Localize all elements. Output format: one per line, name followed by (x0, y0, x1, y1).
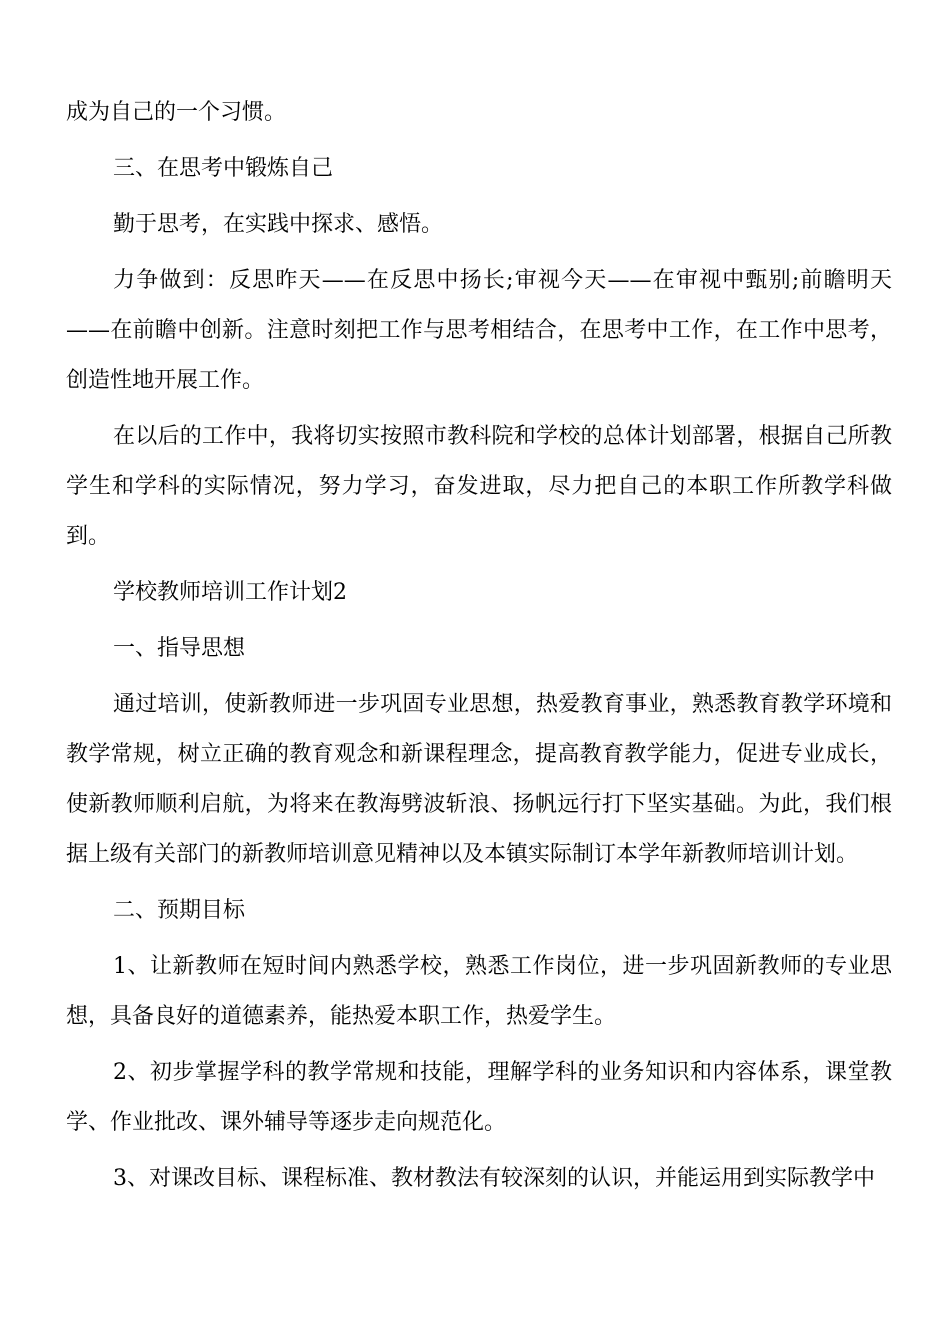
paragraph: 力争做到：反思昨天——在反思中扬长;审视今天——在审视中甄别;前瞻明天——在前瞻中创新。注意时刻把工作与思考相结合，在思考中工作，在工作中思考，创造性地开展工作。 (66, 268, 892, 393)
list-item: 2、初步掌握学科的教学常规和技能，理解学科的业务知识和内容体系，课堂教学、作业批改、课外辅导等逐步走向规范化。 (66, 1060, 892, 1135)
document-subtitle: 学校教师培训工作计划2 (113, 580, 347, 605)
paragraph: 通过培训，使新教师进一步巩固专业思想，热爱教育事业，熟悉教育教学环境和教学常规，树立正确的教育观念和新课程理念，提高教育教学能力，促进专业成长，使新教师顺利启航，为将来在教海劈波斩浪、扬帆远行打下坚实基础。为此，我们根据上级有关部门的新教师培训意见精神以及本镇实际制订本学年新教师培训计划。 (66, 692, 892, 867)
document-body (66, 88, 892, 1204)
section-heading-3: 三、在思考中锻炼自己 (113, 156, 334, 181)
paragraph: 在以后的工作中，我将切实按照市教科院和学校的总体计划部署，根据自己所教学生和学科的实际情况，努力学习，奋发进取，尽力把自己的本职工作所教学科做到。 (66, 424, 892, 549)
paragraph: 勤于思考，在实践中探求、感悟。 (113, 212, 444, 237)
section-heading-1: 一、指导思想 (113, 636, 246, 661)
list-item: 1、让新教师在短时间内熟悉学校，熟悉工作岗位，进一步巩固新教师的专业思想，具备良好的道德素养，能热爱本职工作，热爱学生。 (66, 954, 892, 1029)
section-heading-2: 二、预期目标 (113, 898, 246, 923)
list-item: 3、对课改目标、课程标准、教材教法有较深刻的认识，并能运用到实际教学中 (113, 1166, 875, 1191)
paragraph-continuation: 成为自己的一个习惯。 (66, 100, 287, 125)
